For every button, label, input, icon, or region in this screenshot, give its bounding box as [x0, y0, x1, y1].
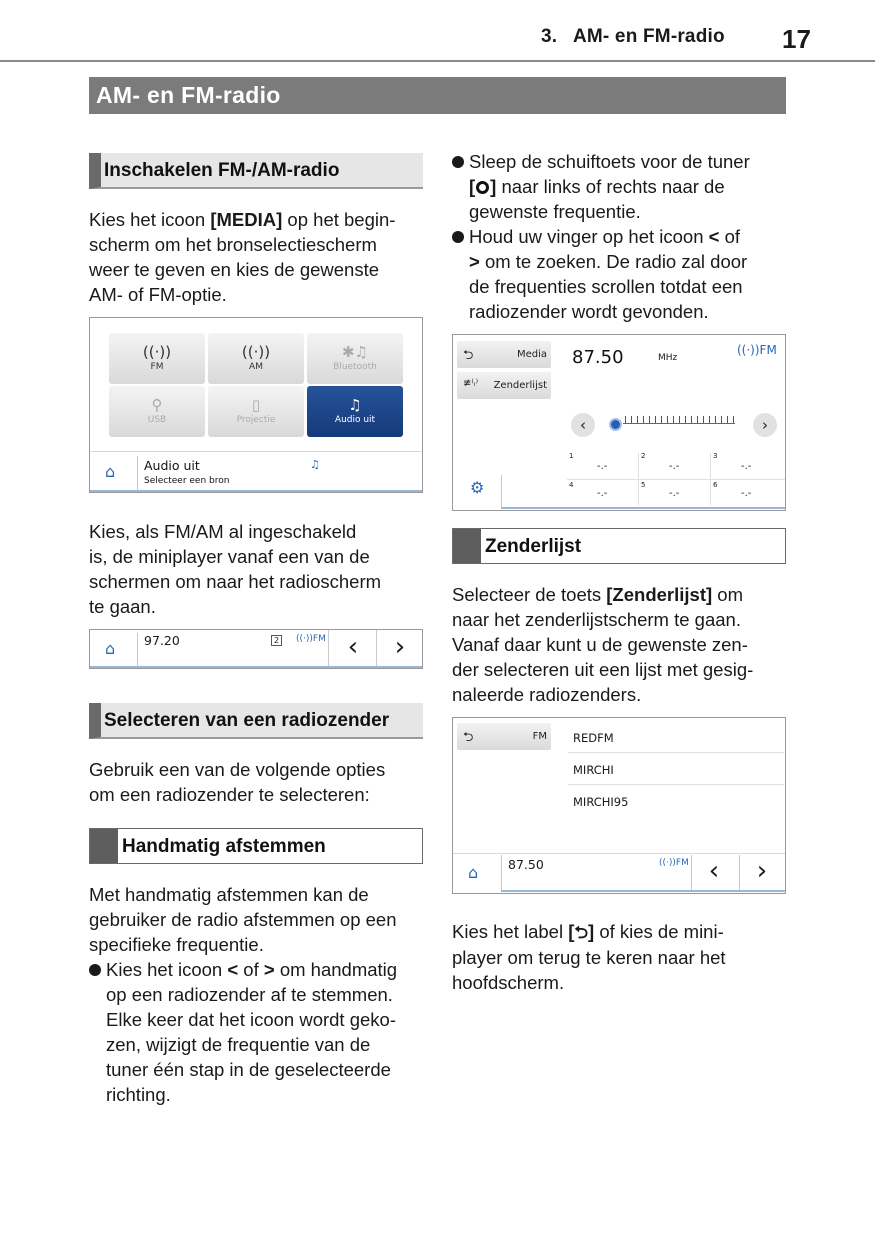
tile-usb[interactable]: ⚲ USB	[109, 386, 205, 437]
fm-signal-icon: ((·))FM	[659, 858, 689, 868]
paragraph-manual: Met handmatig afstemmen kan de gebruiker de radio afstemmen op een specifieke frequentie.	[89, 884, 397, 955]
source-select-screenshot	[89, 317, 423, 493]
audio-off-icon: ♫	[348, 396, 362, 414]
page-title: AM- en FM-radio	[89, 77, 786, 114]
preset-4[interactable]: -.-	[597, 488, 608, 499]
back-icon: ⮌	[463, 730, 474, 745]
home-icon[interactable]: ⌂	[468, 863, 479, 882]
heading-handmatig: Handmatig afstemmen	[89, 828, 423, 864]
tune-up-button[interactable]: ›	[753, 413, 777, 437]
tile-audio-off[interactable]: ♫ Audio uit	[307, 386, 403, 437]
next-button[interactable]: ›	[394, 632, 406, 662]
preset-2[interactable]: -.-	[669, 461, 680, 472]
station-item[interactable]: MIRCHI95	[573, 795, 629, 809]
miniplayer-frequency: 97.20	[144, 633, 180, 648]
paragraph-options: Gebruik een van de volgende opties om een radiozender te selecteren:	[89, 759, 386, 805]
fm-signal-icon: ((·))FM	[296, 634, 326, 644]
preset-3[interactable]: -.-	[741, 461, 752, 472]
station-item[interactable]: REDFM	[573, 731, 614, 745]
tuner-frequency: 87.50	[572, 347, 624, 368]
prev-button[interactable]: ‹	[708, 856, 720, 886]
back-icon: ⮌	[463, 348, 474, 363]
usb-icon: ⚲	[151, 396, 163, 414]
back-icon: ⮌	[574, 923, 589, 942]
bluetooth-icon: ✱♫	[341, 343, 368, 361]
home-icon[interactable]: ⌂	[105, 639, 116, 658]
radio-icon: ((·))	[142, 343, 172, 361]
paragraph-media: Kies het icoon [MEDIA] op het begin- scherm om het bronselectiescherm weer te geven en kies de gewenste AM- of FM-optie.	[89, 209, 396, 305]
home-icon[interactable]: ⌂	[105, 462, 116, 481]
running-header	[0, 0, 875, 62]
prev-button[interactable]: ‹	[347, 632, 359, 662]
preset-badge: 2	[271, 635, 282, 646]
back-media-button[interactable]: ⮌ Media	[457, 341, 551, 368]
bullet-manual-tune: Kies het icoon < of > om handmatig op een radiozender af te stemmen. Elke keer dat het icoon wordt geko- zen, wijzigt de frequentie van de tuner één stap in de geselecteerde richting.	[89, 957, 429, 1107]
tuner-scale	[625, 416, 735, 423]
paragraph-return: Kies het label [⮌] of kies de mini- player om terug te keren naar het hoofdscherm.	[452, 921, 726, 993]
heading-inschakelen: Inschakelen FM-/AM-radio	[89, 153, 423, 189]
status-title: Audio uit	[144, 458, 200, 473]
mute-icon: ♫	[310, 458, 320, 471]
bullet-seek: Houd uw vinger op het icoon < of > om te zoeken. De radio zal door de frequenties scrollen totdat een radiozender wordt gevonden.	[452, 224, 792, 324]
bullet-slider: Sleep de schuiftoets voor de tuner [ ] naar links of rechts naar de gewenste frequentie.	[452, 149, 792, 224]
fm-signal-icon: ((·))FM	[737, 343, 777, 357]
page-number: 17	[782, 24, 811, 54]
back-button[interactable]: ⮌ FM	[457, 723, 551, 750]
tile-projectie[interactable]: ▯ Projectie	[208, 386, 304, 437]
station-list-button[interactable]: ≢⁽ᵢ⁾ Zenderlijst	[457, 372, 551, 399]
tuner-screenshot: ⮌ Media ≢⁽ᵢ⁾ Zenderlijst 87.50 MHz ((·))FM ‹ › 1 -.- 2 -.- 3 -.- 4 -.- 5 -.- 6 -.- ⚙	[452, 334, 786, 511]
tile-bluetooth[interactable]: ✱♫ Bluetooth	[307, 333, 403, 384]
miniplayer-frequency: 87.50	[508, 857, 544, 872]
running-section-title: 3. AM- en FM-radio	[541, 26, 725, 47]
tuner-slider-knob[interactable]	[609, 418, 622, 431]
list-signal-icon: ≢⁽ᵢ⁾	[463, 378, 479, 389]
paragraph-miniplayer: Kies, als FM/AM al ingeschakeld is, de miniplayer vanaf een van de schermen om naar het radioscherm te gaan.	[89, 521, 382, 617]
heading-selecteren: Selecteren van een radiozender	[89, 703, 423, 739]
status-subtitle: Selecteer een bron	[144, 476, 230, 486]
heading-zenderlijst: Zenderlijst	[452, 528, 786, 564]
radio-icon: ((·))	[241, 343, 271, 361]
station-item[interactable]: MIRCHI	[573, 763, 614, 777]
station-list-screenshot	[452, 717, 786, 894]
phone-icon: ▯	[251, 396, 261, 414]
miniplayer-screenshot[interactable]	[89, 629, 423, 669]
frequency-unit: MHz	[658, 353, 678, 363]
preset-6[interactable]: -.-	[741, 488, 752, 499]
paragraph-station-list: Selecteer de toets [Zenderlijst] om naar het zenderlijstscherm te gaan. Vanaf daar kunt u de gewenste zen- der selecteren uit een lijst met gesig- naleerde radiozenders.	[452, 584, 754, 705]
preset-1[interactable]: -.-	[597, 461, 608, 472]
settings-icon[interactable]: ⚙	[470, 478, 485, 497]
preset-5[interactable]: -.-	[669, 488, 680, 499]
tune-down-button[interactable]: ‹	[571, 413, 595, 437]
tuner-knob-icon	[476, 181, 489, 194]
next-button[interactable]: ›	[756, 856, 768, 886]
tile-fm[interactable]: ((·)) FM	[109, 333, 205, 384]
tile-am[interactable]: ((·)) AM	[208, 333, 304, 384]
